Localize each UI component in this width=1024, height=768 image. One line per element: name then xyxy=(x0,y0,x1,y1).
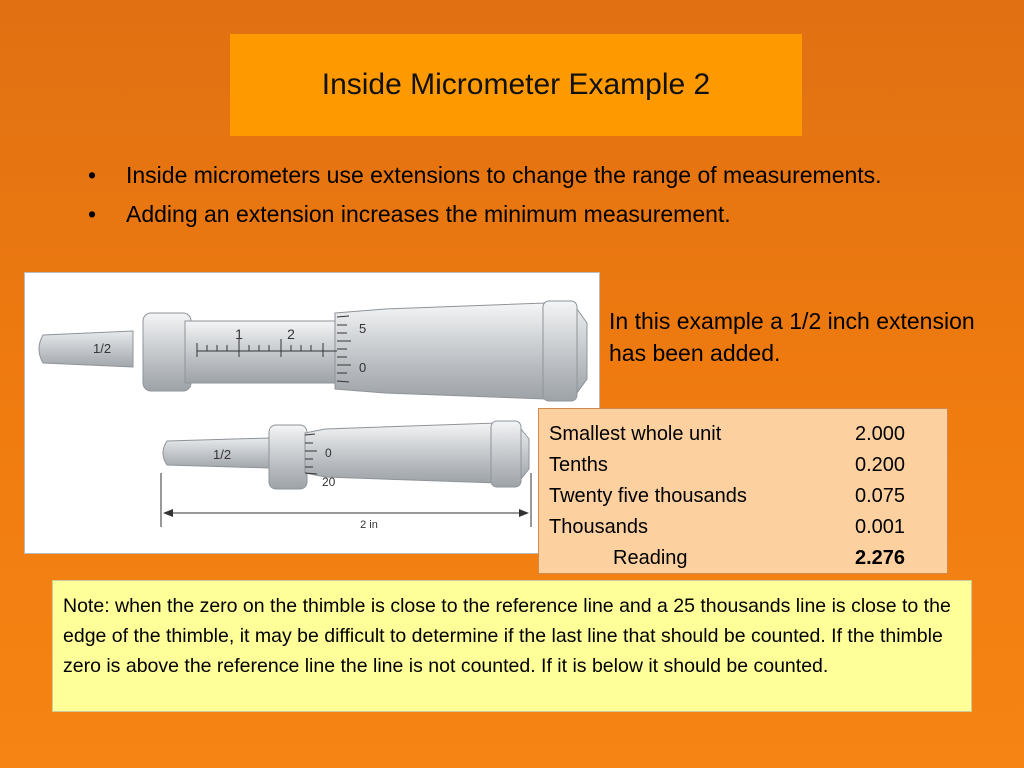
reading-table xyxy=(538,408,948,574)
bullet-item xyxy=(88,199,888,230)
reading-value: 2.000 xyxy=(855,423,906,445)
bullet-item xyxy=(88,160,888,191)
bullet-text: Inside micrometers use extensions to change the range of measurements. xyxy=(126,162,882,188)
bottom-extension-label: 1/2 xyxy=(213,447,232,462)
micrometer-illustration xyxy=(25,273,599,553)
title-box xyxy=(230,34,802,136)
reading-row xyxy=(549,450,947,481)
reading-total-label: Reading xyxy=(613,547,688,569)
bullet-list xyxy=(88,160,888,238)
slide-title: Inside Micrometer Example 2 xyxy=(321,68,711,101)
reading-total-value: 2.276 xyxy=(855,547,906,569)
sleeve-number-1: 1 xyxy=(235,326,243,342)
thimble-number-5: 5 xyxy=(359,321,367,336)
reading-row xyxy=(549,481,947,512)
thimble-number-bottom-20: 20 xyxy=(322,475,336,489)
reading-value: 0.001 xyxy=(855,516,906,538)
reading-total-row xyxy=(549,543,947,574)
thimble-number-0: 0 xyxy=(359,360,367,375)
dimension-label: 2 in xyxy=(360,519,378,531)
reading-row xyxy=(549,419,947,450)
reading-label: Thousands xyxy=(549,516,648,538)
top-micrometer xyxy=(39,301,587,401)
reading-label: Smallest whole unit xyxy=(549,423,722,445)
bottom-micrometer xyxy=(161,421,531,531)
bullet-text: Adding an extension increases the minimum measurement. xyxy=(126,201,731,227)
extension-note: In this example a 1/2 inch extension has been added. xyxy=(609,308,975,366)
top-extension-label: 1/2 xyxy=(93,341,112,356)
reading-value: 0.200 xyxy=(855,454,906,476)
reading-label: Tenths xyxy=(549,454,608,476)
reading-label: Twenty five thousands xyxy=(549,485,747,507)
sleeve-number-2: 2 xyxy=(287,326,295,342)
micrometer-figure xyxy=(24,272,600,554)
reading-value: 0.075 xyxy=(855,485,906,507)
bullet-icon: • xyxy=(88,162,97,188)
bullet-icon: • xyxy=(88,201,97,227)
thimble-number-bottom-0: 0 xyxy=(325,446,332,460)
note-box: Note: when the zero on the thimble is close to the reference line and a 25 thousands line is close to the edge of the thimble, it may be difficult to determine if the last line that should be counted. If the thimble zero is above the reference line the line is not counted. If it is below it should be counted. xyxy=(52,580,972,712)
reading-row xyxy=(549,512,947,543)
